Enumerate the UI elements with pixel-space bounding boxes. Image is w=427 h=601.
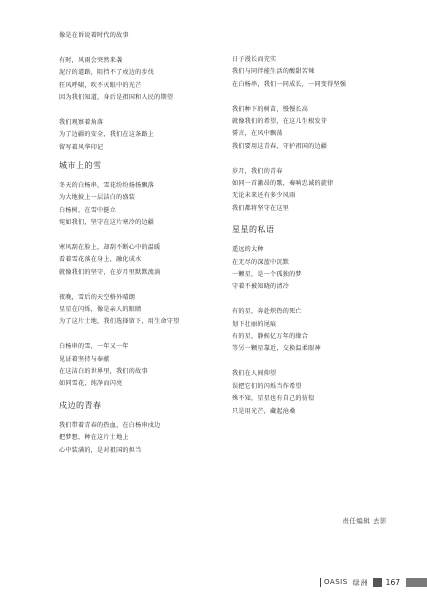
poem-line: 看着雪花落在身上，融化成水 bbox=[59, 256, 142, 264]
stanza-gap bbox=[59, 329, 234, 341]
poem-line: 星星在闪烁，像是亲人的眼睛 bbox=[59, 306, 142, 314]
stanza-gap bbox=[232, 294, 402, 306]
poem-line: 只是用光芒，藏起沧桑 bbox=[232, 407, 296, 415]
poem-line: 日子漫长而充实 bbox=[232, 56, 277, 63]
stanza-gap bbox=[59, 230, 234, 242]
poem-line: 误把它们的闪烁当作希望 bbox=[232, 382, 302, 390]
poem-line: 有的星，奔赴炽热的死亡 bbox=[232, 308, 302, 316]
poem-line: 像是在诉说着时代的故事 bbox=[59, 32, 129, 39]
poem-line: 把梦想，种在这片土地上 bbox=[59, 434, 129, 442]
stanza-gap bbox=[59, 104, 234, 116]
poem-line: 如同一首激昂的歌，奏响忠诚的旋律 bbox=[232, 180, 334, 188]
poem-line: 有时，风雨会突然来袭 bbox=[59, 56, 123, 64]
right-column bbox=[232, 54, 402, 418]
poem-line: 我们与同伴能生活的酸甜苦辣 bbox=[232, 68, 315, 76]
poem-line: 见证着坚持与奉献 bbox=[59, 355, 110, 363]
poem-line: 无论未来还有多少风雨 bbox=[232, 192, 296, 200]
poem-line: 心中装满的，是对祖国的担当 bbox=[59, 446, 142, 454]
poem-line: 我们种下的树苗，慢慢长高 bbox=[232, 105, 309, 113]
poem-line: 白杨树，在雪中挺立 bbox=[59, 206, 117, 214]
stanza-gap bbox=[232, 153, 402, 165]
poem-line: 就像我们的希望，在这儿生根发芽 bbox=[232, 118, 328, 126]
poem-city-snow bbox=[59, 180, 234, 391]
poem-line: 在白杨串，我们一同成长，一同变得坚强 bbox=[232, 80, 347, 88]
poem-line: 因为我们知道，身后是祖国和人民的期望 bbox=[59, 94, 174, 102]
section-title-frontier-youth: 戍边的青春 bbox=[59, 400, 102, 410]
poem-line: 为了这片土地，我们选择留下，用生命守望 bbox=[59, 318, 180, 326]
poem-line: 如同雪花，纯净而闪亮 bbox=[59, 380, 123, 388]
poem-line: 宛如我们，坚守在这片寒冷的边疆 bbox=[59, 219, 155, 227]
poem-line: 为了边疆的安全，我们在这条路上 bbox=[59, 131, 155, 139]
magazine-brand-cn: 绿洲 bbox=[352, 578, 369, 587]
magazine-brand: OASIS bbox=[320, 578, 348, 587]
poem-line: 岁月，我们的青春 bbox=[232, 167, 283, 175]
poem-line: 我们带着青春的热血，在白杨串戍边 bbox=[59, 421, 161, 429]
poem-line: 夜晚，雪后的天空格外晴朗 bbox=[59, 293, 136, 301]
responsible-editor: 责任编辑 去影 bbox=[342, 517, 387, 525]
poem-line: 誓言，在风中飘荡 bbox=[232, 130, 283, 138]
poem-frontier-youth-continued bbox=[232, 54, 402, 215]
poem-line: 一颗星，是一个孤独的梦 bbox=[232, 271, 302, 279]
poem-star-whispers bbox=[232, 244, 402, 418]
poem-line: 划下壮丽的尾痕 bbox=[232, 320, 277, 328]
poem-line: 就像我们的坚守，在岁月里默默流淌 bbox=[59, 268, 161, 276]
poem-line: 在无尽的深蓝中沉默 bbox=[232, 258, 290, 266]
poem-line: 泥泞的道路，阻挡不了戍边的步伐 bbox=[59, 69, 155, 77]
poem-line: 遥远的大种 bbox=[232, 246, 264, 254]
poem-line: 等另一颗星靠近，交换温柔眼神 bbox=[232, 345, 321, 353]
stanza-gap bbox=[59, 42, 234, 54]
poem-line: 守着不被知晓的清冷 bbox=[232, 283, 290, 291]
poem-line: 我们都将坚守在这里 bbox=[232, 204, 290, 212]
poem-line: 冬天的白杨串，雪花纷纷扬扬飘落 bbox=[59, 182, 155, 190]
stanza-gap bbox=[59, 279, 234, 291]
poem-line: 白杨串的雪，一年又一年 bbox=[59, 343, 129, 351]
poem-frontier-youth bbox=[59, 420, 234, 457]
poem-line: 寒风刮在脸上，却刮不断心中的温暖 bbox=[59, 244, 161, 252]
left-column bbox=[59, 30, 234, 457]
poem-line: 在这洁白的世界里，我们的故事 bbox=[59, 368, 148, 376]
poem-line: 我们在人间仰望 bbox=[232, 370, 277, 378]
section-title-city-snow: 城市上的雪 bbox=[59, 161, 102, 171]
poem-line: 我们要用这青春，守护祖国的边疆 bbox=[232, 142, 328, 150]
stanza-gap bbox=[232, 356, 402, 368]
poem-line: 殊不知，星星也有自己的彷徨 bbox=[232, 395, 315, 403]
section-title-star-whispers: 星星的私语 bbox=[232, 225, 275, 235]
footer-bar-icon bbox=[406, 578, 427, 587]
poem-line: 留写着风华印记 bbox=[59, 143, 104, 151]
stanza-gap bbox=[232, 91, 402, 103]
poem-line: 我们观察着角落 bbox=[59, 118, 104, 126]
poem-line: 狂风呼啸，吹不灭眼中的光芒 bbox=[59, 81, 142, 89]
poem-line: 有的星，静候亿万年的缘合 bbox=[232, 333, 309, 341]
page-footer bbox=[320, 578, 427, 587]
poem-line: 为大地披上一层洁白的盛装 bbox=[59, 194, 136, 202]
page-number: 167 bbox=[385, 578, 400, 587]
footer-block-icon bbox=[373, 578, 382, 587]
intro-stanzas bbox=[59, 30, 234, 154]
